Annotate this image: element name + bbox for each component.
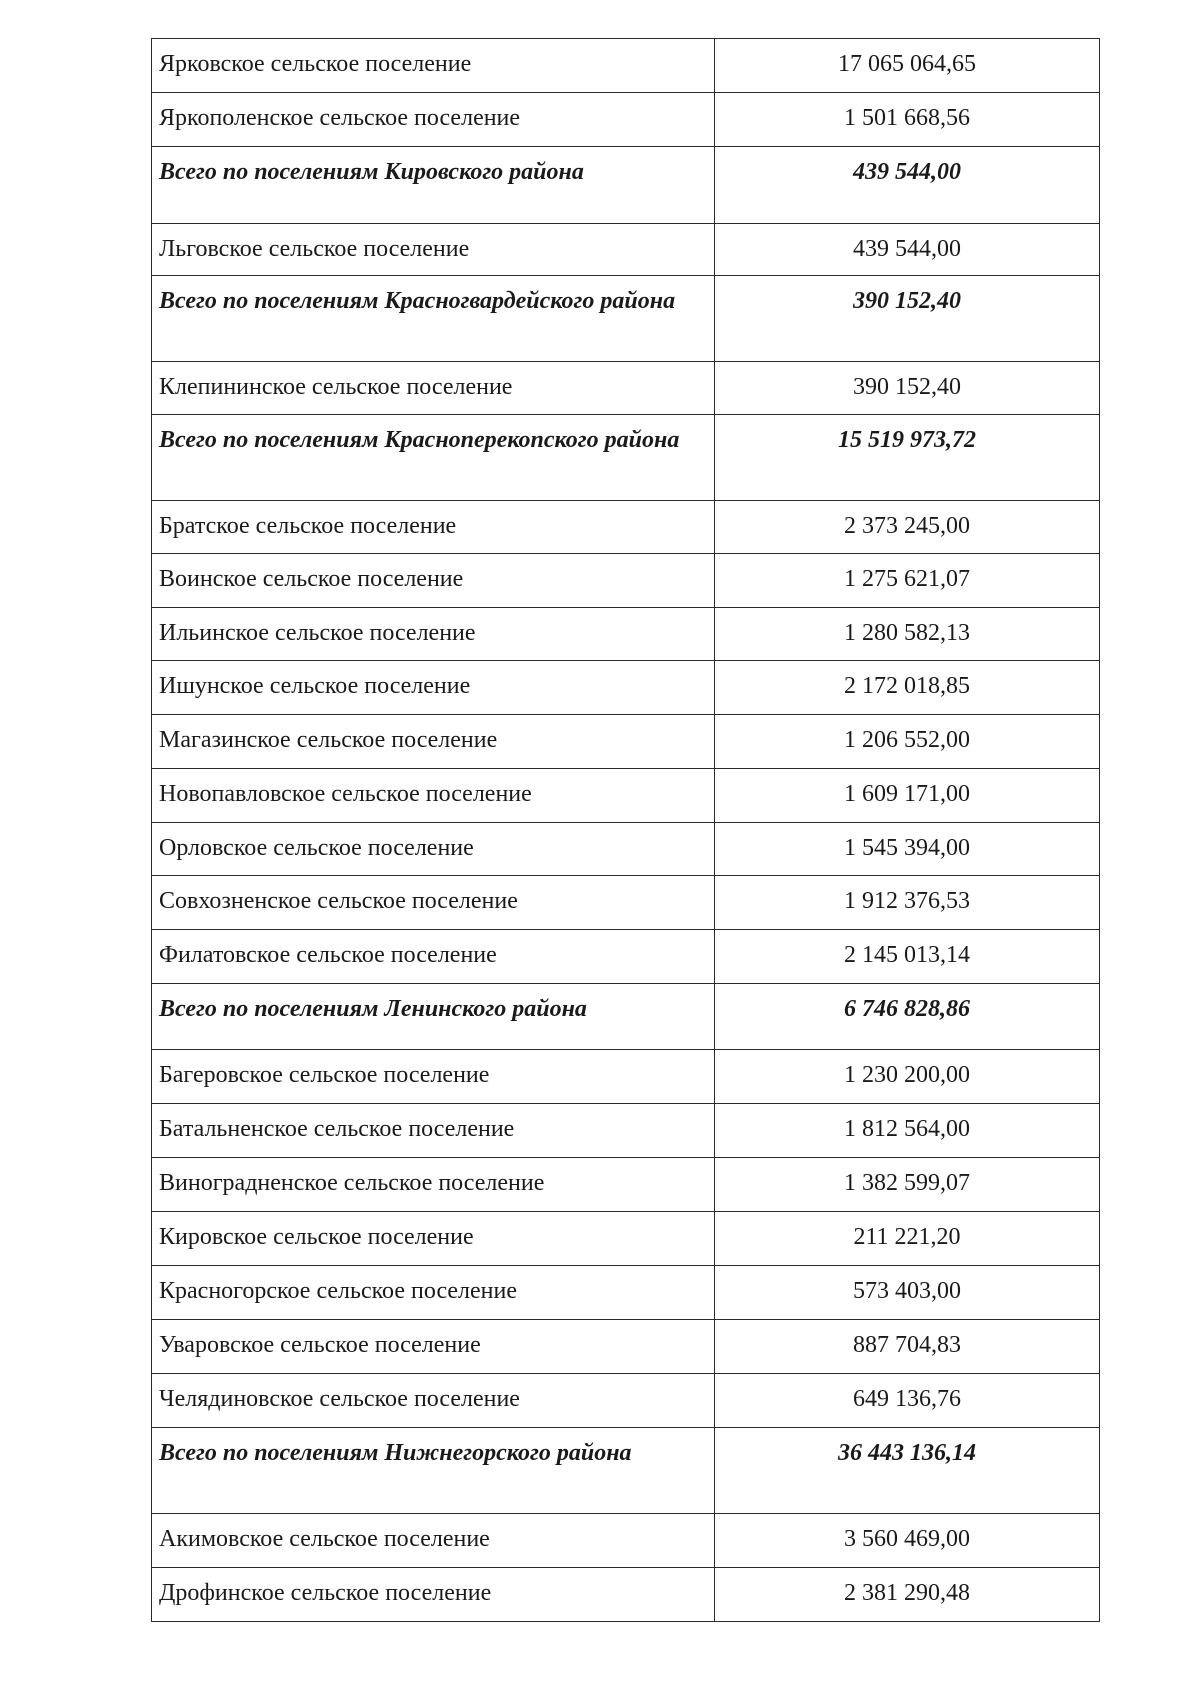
settlement-name-cell: Клепининское сельское поселение	[152, 362, 715, 415]
table-row	[152, 224, 1100, 276]
table-row	[152, 823, 1100, 876]
table-row	[152, 661, 1100, 715]
settlement-name-cell: Уваровское сельское поселение	[152, 1320, 715, 1374]
amount-cell: 1 280 582,13	[715, 608, 1100, 661]
settlement-name-cell: Акимовское сельское поселение	[152, 1514, 715, 1568]
district-total-amount: 390 152,40	[715, 276, 1100, 362]
amount-cell: 1 206 552,00	[715, 715, 1100, 769]
amount-cell: 1 812 564,00	[715, 1104, 1100, 1158]
district-total-amount: 439 544,00	[715, 147, 1100, 224]
amount-cell: 390 152,40	[715, 362, 1100, 415]
table-row	[152, 362, 1100, 415]
settlement-name-cell: Челядиновское сельское поселение	[152, 1374, 715, 1428]
settlement-name-cell: Братское сельское поселение	[152, 501, 715, 554]
district-total-row	[152, 276, 1100, 362]
amount-cell: 2 145 013,14	[715, 930, 1100, 984]
amount-cell: 649 136,76	[715, 1374, 1100, 1428]
amount-cell: 2 381 290,48	[715, 1568, 1100, 1622]
district-total-label: Всего по поселениям Кировского района	[152, 147, 715, 224]
settlement-name-cell: Льговское сельское поселение	[152, 224, 715, 276]
settlement-name-cell: Батальненское сельское поселение	[152, 1104, 715, 1158]
amount-cell: 1 912 376,53	[715, 876, 1100, 930]
settlement-name-cell: Филатовское сельское поселение	[152, 930, 715, 984]
district-total-row	[152, 984, 1100, 1050]
settlement-name-cell: Воинское сельское поселение	[152, 554, 715, 608]
table-row	[152, 930, 1100, 984]
table-row	[152, 1104, 1100, 1158]
settlement-name-cell: Ярковское сельское поселение	[152, 39, 715, 93]
settlement-name-cell: Ишунское сельское поселение	[152, 661, 715, 715]
settlement-name-cell: Яркополенское сельское поселение	[152, 93, 715, 147]
settlement-name-cell: Дрофинское сельское поселение	[152, 1568, 715, 1622]
table-row	[152, 93, 1100, 147]
district-total-row	[152, 415, 1100, 501]
table-row	[152, 876, 1100, 930]
amount-cell: 573 403,00	[715, 1266, 1100, 1320]
amount-cell: 2 172 018,85	[715, 661, 1100, 715]
amount-cell: 1 382 599,07	[715, 1158, 1100, 1212]
district-total-row	[152, 147, 1100, 224]
settlement-name-cell: Багеровское сельское поселение	[152, 1050, 715, 1104]
table-body	[152, 39, 1100, 1622]
district-total-row	[152, 1428, 1100, 1514]
district-total-label: Всего по поселениям Красногвардейского района	[152, 276, 715, 362]
table-row	[152, 501, 1100, 554]
district-total-amount: 6 746 828,86	[715, 984, 1100, 1050]
settlement-name-cell: Орловское сельское поселение	[152, 823, 715, 876]
table-row	[152, 1320, 1100, 1374]
table-row	[152, 1374, 1100, 1428]
settlements-table	[151, 38, 1100, 1622]
settlement-name-cell: Виноградненское сельское поселение	[152, 1158, 715, 1212]
table-row	[152, 39, 1100, 93]
amount-cell: 2 373 245,00	[715, 501, 1100, 554]
table-row	[152, 554, 1100, 608]
amount-cell: 887 704,83	[715, 1320, 1100, 1374]
settlement-name-cell: Красногорское сельское поселение	[152, 1266, 715, 1320]
table-row	[152, 1158, 1100, 1212]
amount-cell: 211 221,20	[715, 1212, 1100, 1266]
amount-cell: 1 545 394,00	[715, 823, 1100, 876]
settlement-name-cell: Магазинское сельское поселение	[152, 715, 715, 769]
settlement-name-cell: Ильинское сельское поселение	[152, 608, 715, 661]
amount-cell: 1 275 621,07	[715, 554, 1100, 608]
table-row	[152, 608, 1100, 661]
table-row	[152, 715, 1100, 769]
table-row	[152, 1514, 1100, 1568]
amount-cell: 1 501 668,56	[715, 93, 1100, 147]
district-total-label: Всего по поселениям Красноперекопского района	[152, 415, 715, 501]
district-total-label: Всего по поселениям Нижнегорского района	[152, 1428, 715, 1514]
district-total-amount: 15 519 973,72	[715, 415, 1100, 501]
table-row	[152, 1568, 1100, 1622]
table-row	[152, 769, 1100, 823]
amount-cell: 439 544,00	[715, 224, 1100, 276]
settlement-name-cell: Совхозненское сельское поселение	[152, 876, 715, 930]
table-row	[152, 1050, 1100, 1104]
district-total-label: Всего по поселениям Ленинского района	[152, 984, 715, 1050]
district-total-amount: 36 443 136,14	[715, 1428, 1100, 1514]
settlement-name-cell: Новопавловское сельское поселение	[152, 769, 715, 823]
amount-cell: 1 230 200,00	[715, 1050, 1100, 1104]
amount-cell: 17 065 064,65	[715, 39, 1100, 93]
amount-cell: 3 560 469,00	[715, 1514, 1100, 1568]
amount-cell: 1 609 171,00	[715, 769, 1100, 823]
settlement-name-cell: Кировское сельское поселение	[152, 1212, 715, 1266]
table-row	[152, 1212, 1100, 1266]
table-row	[152, 1266, 1100, 1320]
